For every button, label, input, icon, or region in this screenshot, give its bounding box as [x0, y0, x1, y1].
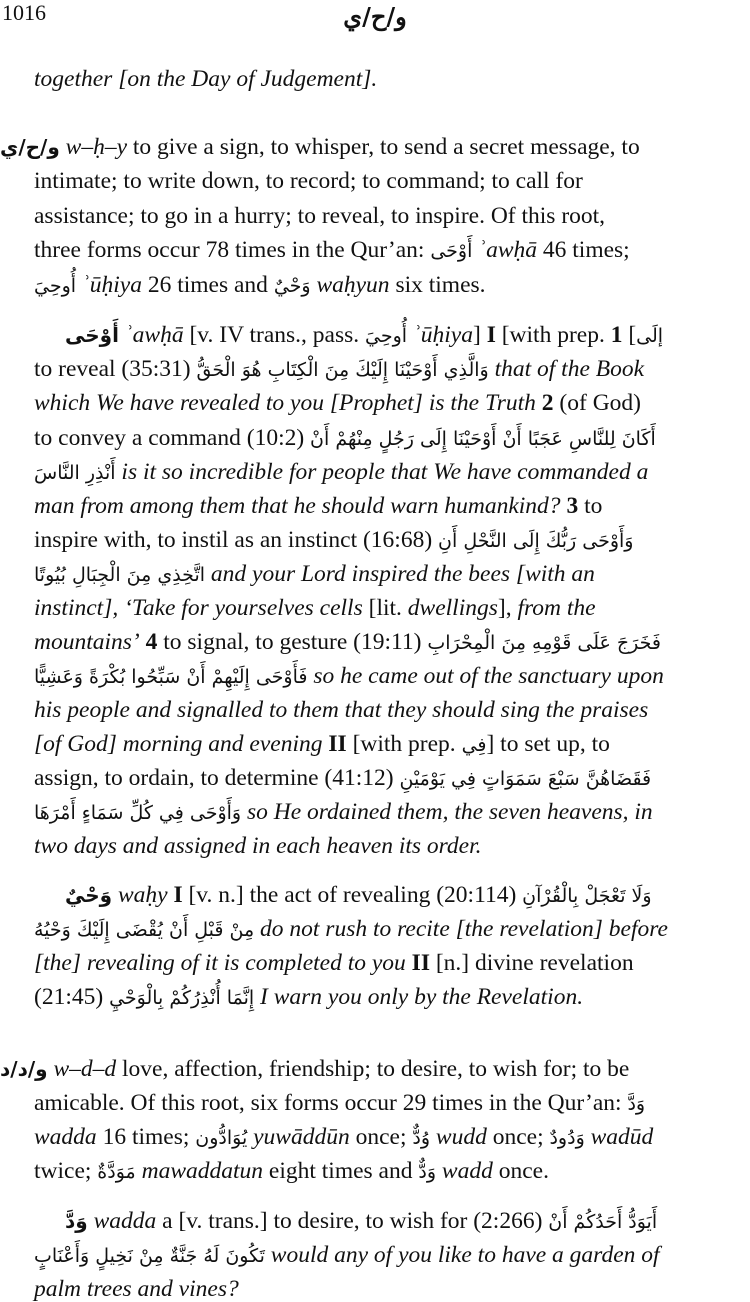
text-segment: twice;: [34, 1158, 98, 1184]
text-segment: [with prep.: [495, 322, 611, 348]
text-segment: to: [578, 493, 603, 519]
text-line: [34, 427, 656, 451]
text-segment: eight times and: [263, 1158, 419, 1184]
text-segment: to give a sign, to whisper, to send a secret message, to: [127, 134, 640, 160]
text-segment: ]: [622, 322, 637, 348]
text-line: [34, 665, 664, 689]
text-segment: once.: [492, 1158, 549, 1184]
text-segment: [n.] divine revelation: [429, 950, 634, 976]
text-segment: three forms occur 78 times in the Qur’an:: [34, 237, 431, 263]
text-segment: intimate; to write down, to record; to command; to call for: [34, 168, 583, 194]
arabic-text: وَدٌّ: [418, 1161, 437, 1183]
text-segment: to signal, to gesture (19:11): [157, 629, 428, 655]
text-segment: (21:45): [34, 984, 110, 1010]
text-line: [34, 733, 610, 757]
arabic-headword: أَوْحَى: [65, 323, 119, 347]
italic-text: ʾūḥiya: [407, 322, 473, 348]
italic-text: wudd: [430, 1124, 487, 1150]
sense-number: I: [173, 882, 183, 908]
text-line: [34, 495, 602, 519]
italic-text: that of the Book: [488, 356, 645, 382]
italic-text: [the] revealing of it is completed to you: [34, 950, 406, 976]
text-line: [34, 1278, 239, 1302]
arabic-text: وَدُودٌ: [549, 1127, 585, 1149]
text-line: [34, 1126, 653, 1150]
subentry-heading-line: [65, 324, 663, 348]
italic-text: is it so incredible for people that We have commanded a: [115, 459, 649, 485]
italic-text: from the: [517, 595, 596, 621]
text-segment: love, affection, friendship; to desire, to wish for; to be: [116, 1056, 630, 1082]
italic-text: wadda: [34, 1124, 97, 1150]
text-line: [34, 358, 644, 382]
text-segment: amicable. Of this root, six forms occur 29 times in the Qur’an:: [34, 1090, 628, 1116]
italic-text: w–ḥ–y: [59, 134, 128, 160]
text-segment: [with prep.: [346, 731, 462, 757]
italic-text: together [on the Day of Judgement].: [34, 66, 378, 92]
text-segment: to reveal (35:31): [34, 356, 197, 382]
arabic-text: يُوَادُّون: [195, 1127, 248, 1149]
arabic-text: إِنَّمَا أُنْذِرُكُمْ بِالْوَحْيِ: [109, 987, 255, 1009]
text-line: [34, 835, 482, 859]
italic-text: wadda: [87, 1208, 157, 1234]
sense-number: 3: [566, 493, 579, 519]
text-line: [34, 986, 583, 1010]
text-line: [34, 1092, 645, 1116]
text-segment: to convey a command (10:2): [34, 425, 311, 451]
italic-text: palm trees and vines?: [34, 1276, 239, 1302]
page-number: 1016: [2, 0, 46, 25]
arabic-headword: و/ح/ي: [0, 135, 60, 159]
italic-text: waḥy: [112, 882, 168, 908]
arabic-text: وَلَا تَعْجَلْ بِالْقُرْآنِ: [522, 885, 652, 907]
arabic-text: وَأَوْحَى رَبُّكَ إِلَى النَّحْلِ أَنِ: [438, 530, 634, 552]
sense-number: II: [328, 731, 347, 757]
running-head: و/ح/ي: [343, 2, 407, 31]
italic-text: mountains’: [34, 629, 140, 655]
text-segment: [v. n.] the act of revealing (20:114): [182, 882, 523, 908]
text-line: [34, 1244, 660, 1268]
arabic-text: أَكَانَ لِلنَّاسِ عَجَبًا أَنْ أَوْحَيْنَا إِلَى رَجُلٍ مِنْهُمْ أَنْ: [310, 428, 656, 450]
subentry-heading-line: [65, 1210, 657, 1234]
italic-text: dwellings: [407, 595, 498, 621]
text-line: [34, 170, 583, 194]
text-line: [34, 699, 648, 723]
italic-text: so he came out of the sanctuary upon: [307, 663, 664, 689]
subentry-heading-line: [65, 884, 652, 908]
text-line: [34, 1160, 549, 1184]
text-segment: once;: [349, 1124, 413, 1150]
italic-text: so He ordained them, the seven heavens, in: [241, 799, 653, 825]
italic-text: ʾawḥā: [118, 322, 184, 348]
text-line: [34, 918, 668, 942]
text-segment: assistance; to go in a hurry; to reveal, to inspire. Of this root,: [34, 203, 606, 229]
arabic-text: وَأَوْحَى فِي كُلِّ سَمَاءٍ أَمْرَهَا: [34, 802, 242, 824]
text-line: [34, 801, 653, 825]
arabic-text: أُوحِيَ: [34, 275, 77, 297]
arabic-text: أَوْحَى: [430, 240, 473, 262]
sense-number: I: [486, 322, 496, 348]
italic-text: I warn you only by the Revelation.: [254, 984, 584, 1010]
arabic-text: وُدٌّ: [412, 1127, 431, 1149]
arabic-text: فِي: [461, 734, 487, 756]
sense-number: 2: [541, 390, 554, 416]
arabic-text: فَأَوْحَى إِلَيْهِمْ أَنْ سَبِّحُوا بُكْرَةً وَعَشِيًّا: [34, 666, 308, 688]
italic-text: [of God] morning and evening: [34, 731, 323, 757]
sense-number: 4: [145, 629, 158, 655]
text-line: [34, 392, 641, 416]
text-segment: 26 times and: [141, 272, 274, 298]
italic-text: and your Lord inspired the bees [with an: [205, 561, 595, 587]
text-line: [34, 68, 377, 92]
italic-text: two days and assigned in each heaven its order.: [34, 833, 482, 859]
text-line: [34, 461, 648, 485]
arabic-text: فَقَضَاهُنَّ سَبْعَ سَمَوَاتٍ فِي يَوْمَيْنِ: [399, 768, 652, 790]
arabic-text: فَخَرَجَ عَلَى قَوْمِهِ مِنَ الْمِحْرَابِ: [427, 632, 661, 654]
arabic-headword: و/د/د: [0, 1057, 48, 1081]
sense-number: II: [411, 950, 430, 976]
arabic-text: تَكُونَ لَهُ جَنَّةٌ مِنْ نَخِيلٍ وَأَعْنَابٍ: [34, 1245, 265, 1267]
italic-text: would any of you like to have a garden of: [264, 1242, 660, 1268]
text-segment: [lit.: [362, 595, 408, 621]
italic-text: instinct], ‘Take for yourselves cells: [34, 595, 363, 621]
text-segment: (of God): [553, 390, 641, 416]
arabic-text: أُوحِيَ: [365, 325, 408, 347]
arabic-text: إلَى: [636, 325, 664, 347]
text-line: [34, 767, 651, 791]
italic-text: w–d–d: [47, 1056, 117, 1082]
arabic-text: أَنْذِرِ النَّاسَ: [34, 462, 116, 484]
arabic-text: اتَّخِذِي مِنَ الْجِبَالِ بُيُوتًا: [34, 564, 206, 586]
entry-heading-line: [0, 1058, 629, 1082]
arabic-headword: وَدَّ: [65, 1209, 88, 1233]
italic-text: man from among them that he should warn humankind?: [34, 493, 561, 519]
text-segment: six times.: [389, 272, 486, 298]
arabic-text: وَالَّذِي أَوْحَيْنَا إِلَيْكَ مِنَ الْكِتَابِ هُوَ الْحَقُّ: [196, 359, 489, 381]
text-line: [34, 597, 596, 621]
text-segment: ] to set up, to: [486, 731, 610, 757]
text-line: [34, 274, 486, 298]
italic-text: ʾawḥā: [472, 237, 538, 263]
text-segment: ]: [472, 322, 487, 348]
text-segment: [v. IV trans., pass.: [183, 322, 366, 348]
text-segment: 46 times;: [537, 237, 630, 263]
entry-heading-line: [0, 136, 640, 160]
text-segment: ],: [497, 595, 518, 621]
italic-text: waḥyun: [310, 272, 390, 298]
arabic-text: مِنْ قَبْلِ أَنْ يُقْضَى إِلَيْكَ وَحْيُهُ: [34, 919, 255, 941]
italic-text: which We have revealed to you [Prophet] is the Truth: [34, 390, 536, 416]
text-line: [34, 952, 634, 976]
arabic-text: وَحْيٌ: [273, 275, 311, 297]
text-line: [34, 529, 633, 553]
italic-text: do not rush to recite [the revelation] before: [254, 916, 668, 942]
italic-text: his people and signalled to them that they should sing the praises: [34, 697, 649, 723]
arabic-text: أَيَوَدُّ أَحَدُكُمْ أَنْ: [548, 1211, 658, 1233]
text-segment: 16 times;: [96, 1124, 196, 1150]
text-line: [34, 631, 661, 655]
italic-text: wadūd: [584, 1124, 654, 1150]
arabic-headword: وَحْيٌ: [65, 883, 113, 907]
text-line: [34, 205, 605, 229]
italic-text: ʾūḥiya: [76, 272, 142, 298]
italic-text: mawaddatun: [135, 1158, 264, 1184]
text-segment: a [v. trans.] to desire, to wish for (2:266): [156, 1208, 549, 1234]
text-segment: once;: [486, 1124, 550, 1150]
text-segment: assign, to ordain, to determine (41:12): [34, 765, 400, 791]
italic-text: wadd: [436, 1158, 493, 1184]
text-line: [34, 563, 595, 587]
arabic-text: مَوَدَّةٌ: [97, 1161, 136, 1183]
sense-number: 1: [610, 322, 623, 348]
text-line: [34, 239, 630, 263]
italic-text: yuwāddūn: [247, 1124, 350, 1150]
text-segment: inspire with, to instil as an instinct (16:68): [34, 527, 439, 553]
arabic-text: وَدَّ: [627, 1093, 646, 1115]
